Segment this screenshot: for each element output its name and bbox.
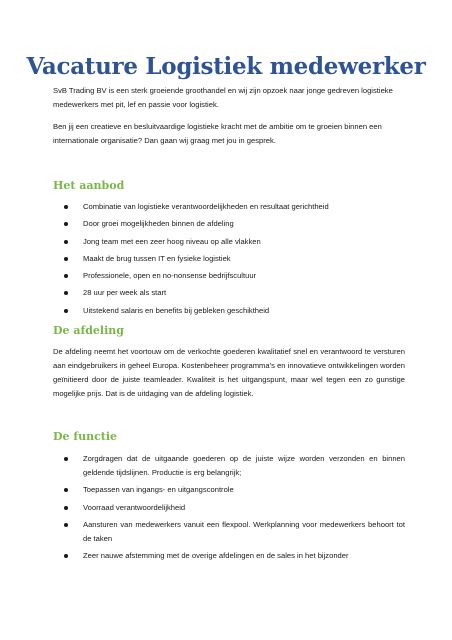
bullet-icon <box>64 257 68 261</box>
intro-paragraph-1: SvB Trading BV is een sterk groeiende groothandel en wij zijn opzoek naar jonge gedreven logistieke medewerkers met pit, lef en passie voor logistiek. <box>53 86 393 109</box>
bullet-icon <box>64 554 68 558</box>
section-heading-afdeling: De afdeling <box>53 324 124 337</box>
list-item: Uitstekend salaris en benefits bij gebleken geschiktheid <box>53 304 405 318</box>
bullet-icon <box>64 222 68 226</box>
intro-paragraph-2: Ben jij een creatieve en besluitvaardige logistieke kracht met de ambitie om te groeien binnen een internationale organisatie? Dan gaan wij graag met jou in gesprek. <box>53 122 382 145</box>
aanbod-list <box>53 200 405 321</box>
list-item: Maakt de brug tussen IT en fysieke logistiek <box>53 252 405 266</box>
list-item: Aansturen van medewerkers vanuit een flexpool. Werkplanning voor medewerkers behoort tot de taken <box>53 518 405 546</box>
section-heading-aanbod: Het aanbod <box>53 179 125 192</box>
bullet-icon <box>64 291 68 295</box>
bullet-icon <box>64 205 68 209</box>
list-item: Professionele, open en no-nonsense bedrijfscultuur <box>53 269 405 283</box>
list-item: Jong team met een zeer hoog niveau op alle vlakken <box>53 235 405 249</box>
bullet-icon <box>64 309 68 313</box>
bullet-icon <box>64 274 68 278</box>
bullet-icon <box>64 457 68 461</box>
list-item: 28 uur per week als start <box>53 286 405 300</box>
section-heading-functie: De functie <box>53 430 118 443</box>
list-item: Toepassen van ingangs- en uitgangscontrole <box>53 483 405 497</box>
list-item: Zeer nauwe afstemming met de overige afdelingen en de sales in het bijzonder <box>53 549 405 563</box>
bullet-icon <box>64 523 68 527</box>
functie-list <box>53 452 405 566</box>
bullet-icon <box>64 240 68 244</box>
bullet-icon <box>64 506 68 510</box>
list-item: Combinatie van logistieke verantwoordelijkheden en resultaat gerichtheid <box>53 200 405 214</box>
page-title: Vacature Logistiek medewerker <box>26 53 426 81</box>
list-item: Door groei mogelijkheden binnen de afdeling <box>53 217 405 231</box>
afdeling-paragraph: De afdeling neemt het voortouw om de verkochte goederen kwalitatief snel en verantwoord te versturen aan eindgebruikers in geheel Europa. Kostenbeheer programma’s en innovatieve ontwikkelingen worden geïnitieerd door de juiste teamleader. Kwaliteit is het uitgangspunt, maar wel tegen een zo gunstige mogelijke prijs. Dat is de uitdaging van de afdeling logistiek. <box>53 347 405 398</box>
bullet-icon <box>64 488 68 492</box>
list-item: Zorgdragen dat de uitgaande goederen op de juiste wijze worden verzonden en binnen geldende tijdslijnen. Productie is erg belangrijk; <box>53 452 405 480</box>
list-item: Voorraad verantwoordelijkheid <box>53 501 405 515</box>
